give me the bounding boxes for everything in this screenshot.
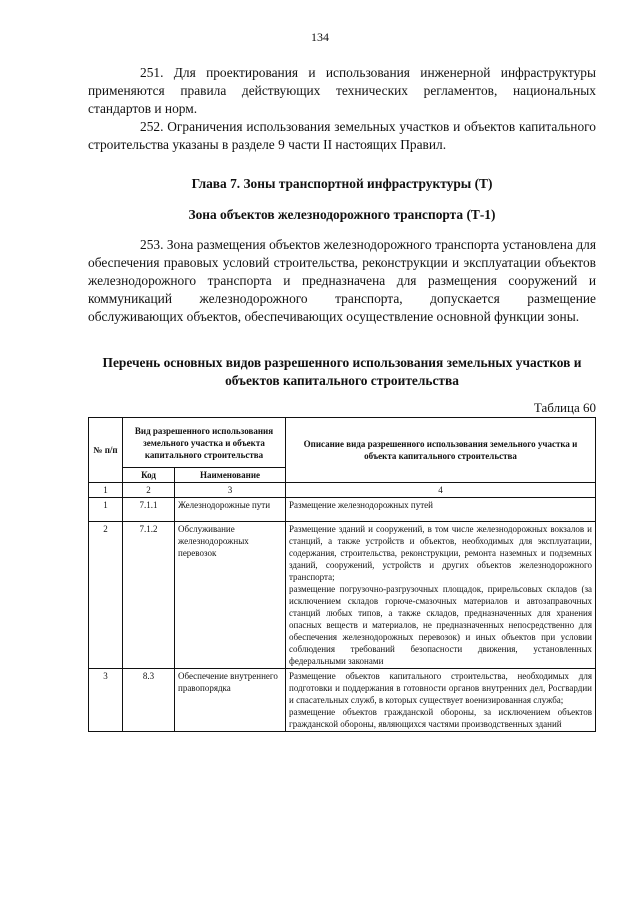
description-paragraph: размещение погрузочно-разгрузочных площадок, прирельсовых складов (за исключением складов горюче-смазочных материалов и автозаправочных станций любых типов, а также складов, предназначенных для хранения опасных веществ и материалов, не предназначенных непосредственно для обеспечения железнодорожных перевозок) и иных объектов при условии соблюдения требований безопасности движения, установленных федеральными законами	[289, 584, 592, 666]
page-number: 134	[311, 30, 329, 44]
row-code: 7.1.1	[123, 498, 175, 522]
table-label: Таблица 60	[533, 400, 596, 415]
paragraph-251	[88, 64, 596, 118]
header-num: № п/п	[89, 418, 123, 483]
description-paragraph: размещение объектов гражданской обороны, за исключением объектов гражданской обороны, являющихся частями производственных зданий	[289, 707, 592, 729]
row-num: 3	[89, 669, 123, 732]
row-name: Железнодорожные пути	[175, 498, 286, 522]
header-kind: Вид разрешенного использования земельного участка и объекта капитального строительства	[123, 418, 286, 468]
header-description: Описание вида разрешенного использования земельного участка и объекта капитального строительства	[286, 418, 596, 483]
permitted-use-table	[88, 417, 596, 732]
row-num: 1	[89, 498, 123, 522]
table-row	[89, 522, 596, 669]
column-number: 4	[286, 483, 596, 498]
paragraph-252	[88, 118, 596, 154]
paragraph-253-text: 253. Зона размещения объектов железнодорожного транспорта установлена для обеспечения правовых условий строительства, реконструкции и эксплуатации объектов железнодорожного транспорта и предназначена для размещения сооружений и коммуникаций железнодорожного транспорта, допускается размещение обслуживающих объектов, обеспечивающих осуществление основной функции зоны.	[88, 237, 596, 324]
column-number: 2	[123, 483, 175, 498]
row-description	[286, 669, 596, 732]
paragraph-251-text: 251. Для проектирования и использования инженерной инфраструктуры применяются правила действующих технических регламентов, национальных стандартов и норм.	[88, 65, 596, 116]
zone-heading: Зона объектов железнодорожного транспорта (Т-1)	[188, 207, 496, 222]
table-row	[89, 669, 596, 732]
paragraph-252-text: 252. Ограничения использования земельных участков и объектов капитального строительства указаны в разделе 9 части II настоящих Правил.	[88, 119, 596, 152]
chapter-heading: Глава 7. Зоны транспортной инфраструктуры (Т)	[191, 176, 493, 191]
row-description	[286, 522, 596, 669]
row-name: Обслуживание железнодорожных перевозок	[175, 522, 286, 669]
column-number-row	[89, 483, 596, 498]
row-name: Обеспечение внутреннего правопорядка	[175, 669, 286, 732]
column-number: 3	[175, 483, 286, 498]
description-paragraph: Размещение объектов капитального строительства, необходимых для подготовки и поддержания в готовности органов внутренних дел, Росгвардии и спасательных служб, в которых существует военизированная служба;	[289, 671, 592, 705]
row-num: 2	[89, 522, 123, 669]
column-number: 1	[89, 483, 123, 498]
table-row	[89, 498, 596, 522]
row-description	[286, 498, 596, 522]
list-heading: Перечень основных видов разрешенного использования земельных участков и объектов капитального строительства	[102, 355, 582, 388]
description-paragraph: Размещение железнодорожных путей	[289, 500, 433, 510]
row-code: 7.1.2	[123, 522, 175, 669]
description-paragraph: Размещение зданий и сооружений, в том числе железнодорожных вокзалов и станций, а также устройств и объектов, необходимых для эксплуатации, содержания, строительства, реконструкции, ремонта наземных и подземных зданий, сооружений, устройств и других объектов железнодорожного транспорта;	[289, 524, 592, 582]
row-code: 8.3	[123, 669, 175, 732]
paragraph-253	[88, 236, 596, 326]
header-code: Код	[123, 468, 175, 483]
header-name: Наименование	[175, 468, 286, 483]
